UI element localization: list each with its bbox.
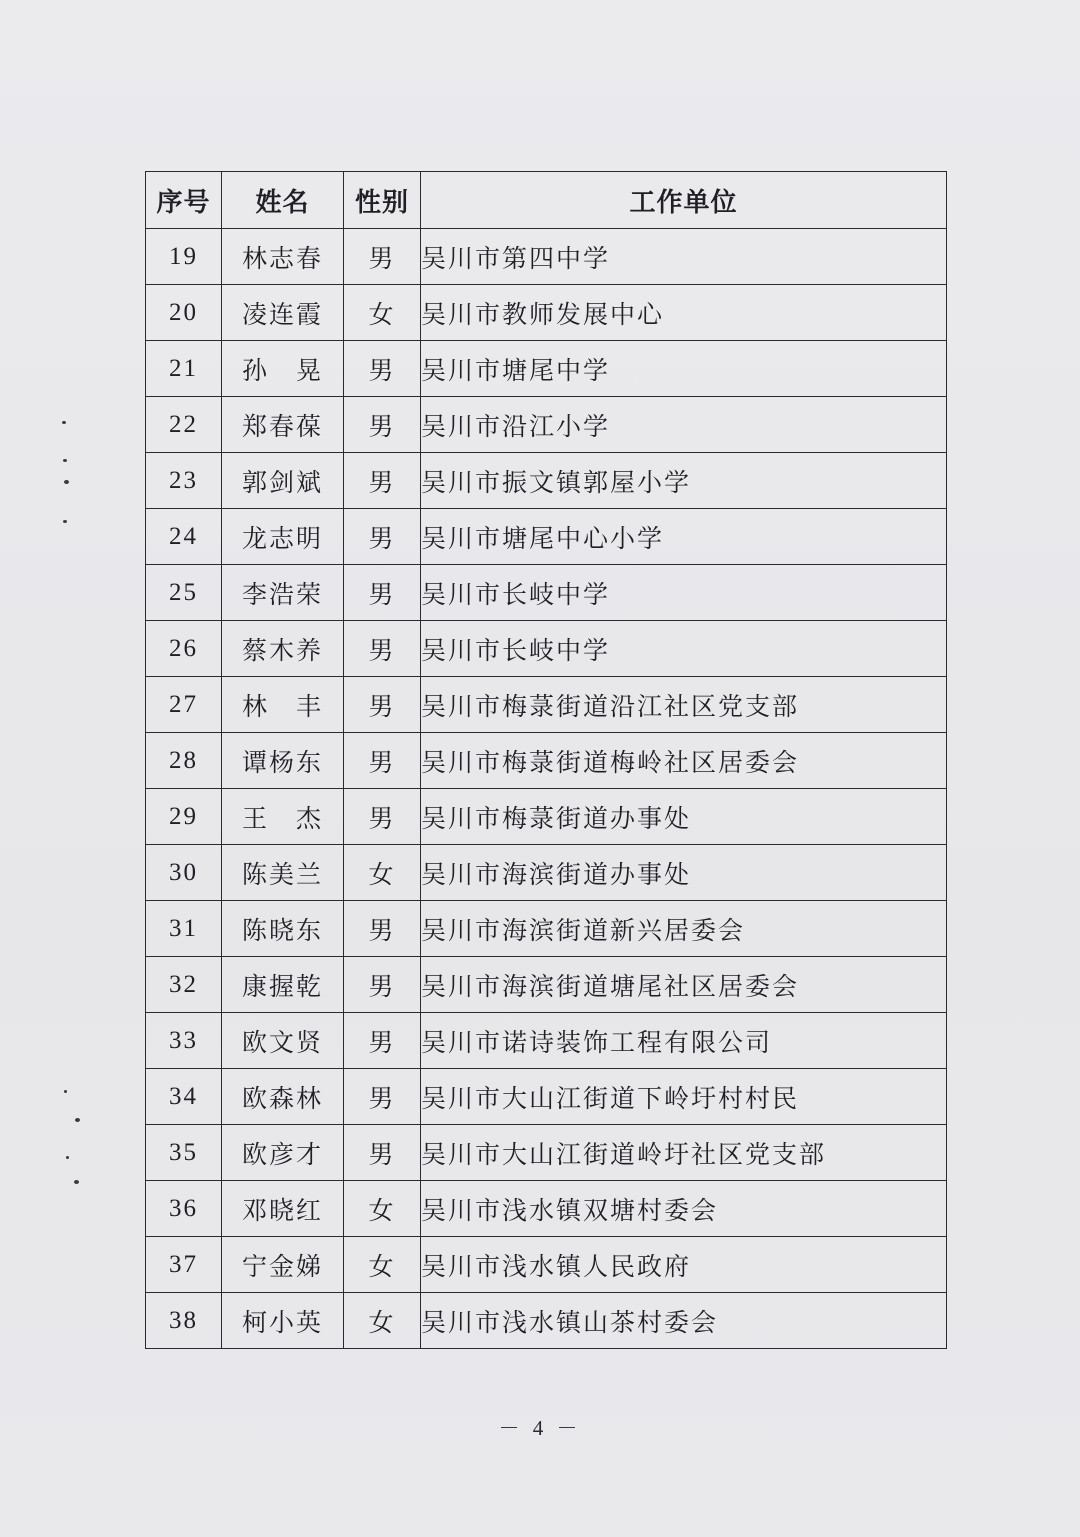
cell-no: 23 (146, 453, 222, 509)
scan-speck (62, 421, 66, 424)
header-gender: 性别 (344, 172, 421, 229)
table-row (146, 1125, 947, 1181)
table-row (146, 1013, 947, 1069)
table-row (146, 1237, 947, 1293)
table-row (146, 1293, 947, 1349)
table-row (146, 397, 947, 453)
cell-name: 郑春葆 (222, 397, 344, 453)
cell-unit: 吴川市梅菉街道办事处 (421, 789, 947, 845)
cell-no: 22 (146, 397, 222, 453)
cell-gender: 女 (344, 1293, 421, 1349)
cell-unit: 吴川市浅水镇山茶村委会 (421, 1293, 947, 1349)
page-number: － 4 － (498, 1416, 582, 1440)
cell-no: 24 (146, 509, 222, 565)
cell-name: 郭剑斌 (222, 453, 344, 509)
cell-gender: 男 (344, 621, 421, 677)
cell-no: 20 (146, 285, 222, 341)
cell-name: 李浩荣 (222, 565, 344, 621)
table-row (146, 341, 947, 397)
cell-no: 34 (146, 1069, 222, 1125)
table-row (146, 1069, 947, 1125)
scan-speck (66, 1156, 69, 1159)
cell-name: 蔡木养 (222, 621, 344, 677)
cell-unit: 吴川市浅水镇双塘村委会 (421, 1181, 947, 1237)
cell-gender: 男 (344, 733, 421, 789)
cell-gender: 男 (344, 565, 421, 621)
cell-gender: 男 (344, 1013, 421, 1069)
cell-name: 龙志明 (222, 509, 344, 565)
scan-speck (63, 520, 67, 523)
cell-unit: 吴川市塘尾中学 (421, 341, 947, 397)
cell-gender: 女 (344, 1181, 421, 1237)
cell-unit: 吴川市梅菉街道沿江社区党支部 (421, 677, 947, 733)
cell-name: 林 丰 (222, 677, 344, 733)
table-body (146, 229, 947, 1349)
table-row (146, 733, 947, 789)
table-row (146, 453, 947, 509)
header-no: 序号 (146, 172, 222, 229)
scan-speck (63, 459, 67, 462)
cell-no: 30 (146, 845, 222, 901)
cell-name: 欧森林 (222, 1069, 344, 1125)
cell-name: 邓晓红 (222, 1181, 344, 1237)
cell-unit: 吴川市诺诗装饰工程有限公司 (421, 1013, 947, 1069)
cell-gender: 女 (344, 1237, 421, 1293)
scan-speck (74, 1180, 79, 1184)
table-row (146, 285, 947, 341)
cell-name: 宁金娣 (222, 1237, 344, 1293)
cell-name: 欧文贤 (222, 1013, 344, 1069)
cell-unit: 吴川市长岐中学 (421, 621, 947, 677)
table-row (146, 957, 947, 1013)
cell-gender: 女 (344, 285, 421, 341)
cell-name: 凌连霞 (222, 285, 344, 341)
cell-gender: 女 (344, 845, 421, 901)
cell-no: 26 (146, 621, 222, 677)
table-row (146, 229, 947, 285)
cell-name: 陈晓东 (222, 901, 344, 957)
cell-unit: 吴川市浅水镇人民政府 (421, 1237, 947, 1293)
cell-no: 27 (146, 677, 222, 733)
table-header-row (146, 172, 947, 229)
cell-no: 32 (146, 957, 222, 1013)
table-row (146, 1181, 947, 1237)
cell-gender: 男 (344, 1069, 421, 1125)
cell-no: 36 (146, 1181, 222, 1237)
cell-name: 陈美兰 (222, 845, 344, 901)
table-row (146, 845, 947, 901)
cell-name: 孙 晃 (222, 341, 344, 397)
cell-gender: 男 (344, 677, 421, 733)
cell-gender: 男 (344, 901, 421, 957)
cell-no: 28 (146, 733, 222, 789)
cell-no: 38 (146, 1293, 222, 1349)
cell-name: 谭杨东 (222, 733, 344, 789)
cell-no: 37 (146, 1237, 222, 1293)
cell-gender: 男 (344, 397, 421, 453)
cell-gender: 男 (344, 453, 421, 509)
cell-no: 21 (146, 341, 222, 397)
cell-no: 33 (146, 1013, 222, 1069)
cell-name: 康握乾 (222, 957, 344, 1013)
cell-gender: 男 (344, 229, 421, 285)
scan-speck (64, 480, 69, 484)
header-unit: 工作单位 (421, 172, 947, 229)
cell-gender: 男 (344, 1125, 421, 1181)
table-row (146, 509, 947, 565)
cell-unit: 吴川市海滨街道办事处 (421, 845, 947, 901)
cell-no: 19 (146, 229, 222, 285)
cell-no: 31 (146, 901, 222, 957)
header-name: 姓名 (222, 172, 344, 229)
cell-unit: 吴川市海滨街道塘尾社区居委会 (421, 957, 947, 1013)
table-row (146, 789, 947, 845)
table-row (146, 565, 947, 621)
cell-unit: 吴川市沿江小学 (421, 397, 947, 453)
cell-no: 35 (146, 1125, 222, 1181)
cell-unit: 吴川市振文镇郭屋小学 (421, 453, 947, 509)
table-row (146, 621, 947, 677)
cell-name: 林志春 (222, 229, 344, 285)
table-row (146, 677, 947, 733)
cell-name: 欧彦才 (222, 1125, 344, 1181)
cell-unit: 吴川市第四中学 (421, 229, 947, 285)
scan-speck (75, 1118, 80, 1122)
cell-unit: 吴川市教师发展中心 (421, 285, 947, 341)
cell-unit: 吴川市大山江街道岭圩社区党支部 (421, 1125, 947, 1181)
cell-gender: 男 (344, 789, 421, 845)
cell-unit: 吴川市大山江街道下岭圩村村民 (421, 1069, 947, 1125)
cell-gender: 男 (344, 509, 421, 565)
roster-table (145, 171, 947, 1349)
cell-unit: 吴川市梅菉街道梅岭社区居委会 (421, 733, 947, 789)
cell-no: 25 (146, 565, 222, 621)
cell-name: 王 杰 (222, 789, 344, 845)
cell-no: 29 (146, 789, 222, 845)
cell-gender: 男 (344, 957, 421, 1013)
cell-gender: 男 (344, 341, 421, 397)
cell-name: 柯小英 (222, 1293, 344, 1349)
cell-unit: 吴川市长岐中学 (421, 565, 947, 621)
cell-unit: 吴川市海滨街道新兴居委会 (421, 901, 947, 957)
scan-speck (64, 1090, 67, 1093)
table-row (146, 901, 947, 957)
cell-unit: 吴川市塘尾中心小学 (421, 509, 947, 565)
